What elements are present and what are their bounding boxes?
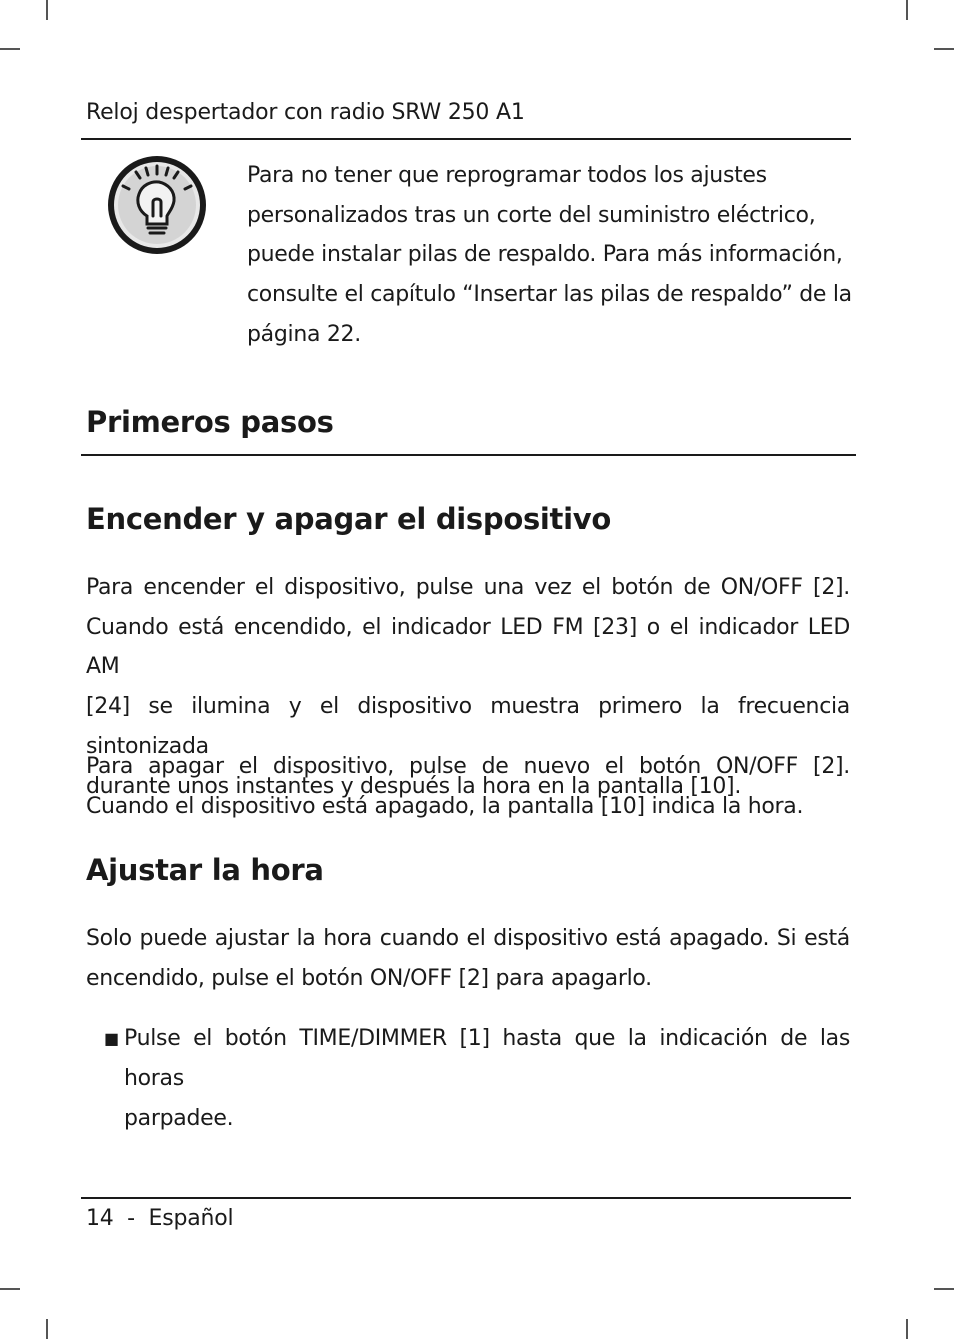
section-rule — [81, 454, 856, 456]
time-heading: Ajustar la hora — [86, 853, 324, 887]
paragraph-line: Para encender el dispositivo, pulse una vez el botón de ON/OFF [2]. — [86, 575, 850, 600]
crop-mark — [906, 1319, 908, 1339]
page-footer: 14 - Español — [86, 1206, 234, 1231]
header-rule — [81, 138, 851, 140]
time-paragraph-1 — [86, 919, 850, 998]
tip-line: puede instalar pilas de respaldo. Para más información, — [247, 242, 843, 268]
crop-mark — [46, 1319, 48, 1339]
crop-mark — [0, 48, 20, 50]
bullet-line: parpadee. — [124, 1106, 234, 1131]
lightbulb-icon — [106, 154, 208, 256]
tip-line: consulte el capítulo “Insertar las pilas de respaldo” de la — [247, 282, 852, 308]
paragraph-line: Cuando está encendido, el indicador LED FM [23] o el indicador LED AM — [86, 614, 850, 680]
power-heading: Encender y apagar el dispositivo — [86, 502, 611, 536]
section-title: Primeros pasos — [86, 405, 334, 439]
paragraph-line: [24] se ilumina y el dispositivo muestra primero la frecuencia sintonizada — [86, 694, 850, 759]
crop-mark — [906, 0, 908, 20]
paragraph-line: durante unos instantes y después la hora en la pantalla [10]. — [86, 773, 742, 799]
paragraph-line: Solo puede ajustar la hora cuando el dispositivo está apagado. Si está — [86, 926, 850, 951]
crop-mark — [934, 48, 954, 50]
crop-mark — [0, 1288, 20, 1290]
crop-mark — [46, 0, 48, 20]
tip-line: Para no tener que reprogramar todos los ajustes — [247, 163, 767, 188]
paragraph-line: Cuando el dispositivo está apagado, la pantalla [10] indica la hora. — [86, 793, 804, 819]
paragraph-line: encendido, pulse el botón ON/OFF [2] para apagarlo. — [86, 965, 652, 991]
power-paragraph-2 — [86, 747, 850, 826]
footer-rule — [81, 1197, 851, 1199]
document-header: Reloj despertador con radio SRW 250 A1 — [86, 100, 525, 125]
bullet-line: Pulse el botón TIME/DIMMER [1] hasta que la indicación de las horas — [124, 1026, 850, 1091]
tip-line: personalizados tras un corte del suministro eléctrico, — [247, 202, 816, 228]
bullet-square-icon: ■ — [104, 1029, 119, 1048]
tip-line: página 22. — [247, 321, 361, 347]
bullet-item — [104, 1019, 850, 1139]
paragraph-line: Para apagar el dispositivo, pulse de nuevo el botón ON/OFF [2]. — [86, 754, 850, 779]
crop-mark — [934, 1288, 954, 1290]
tip-note — [247, 156, 852, 355]
